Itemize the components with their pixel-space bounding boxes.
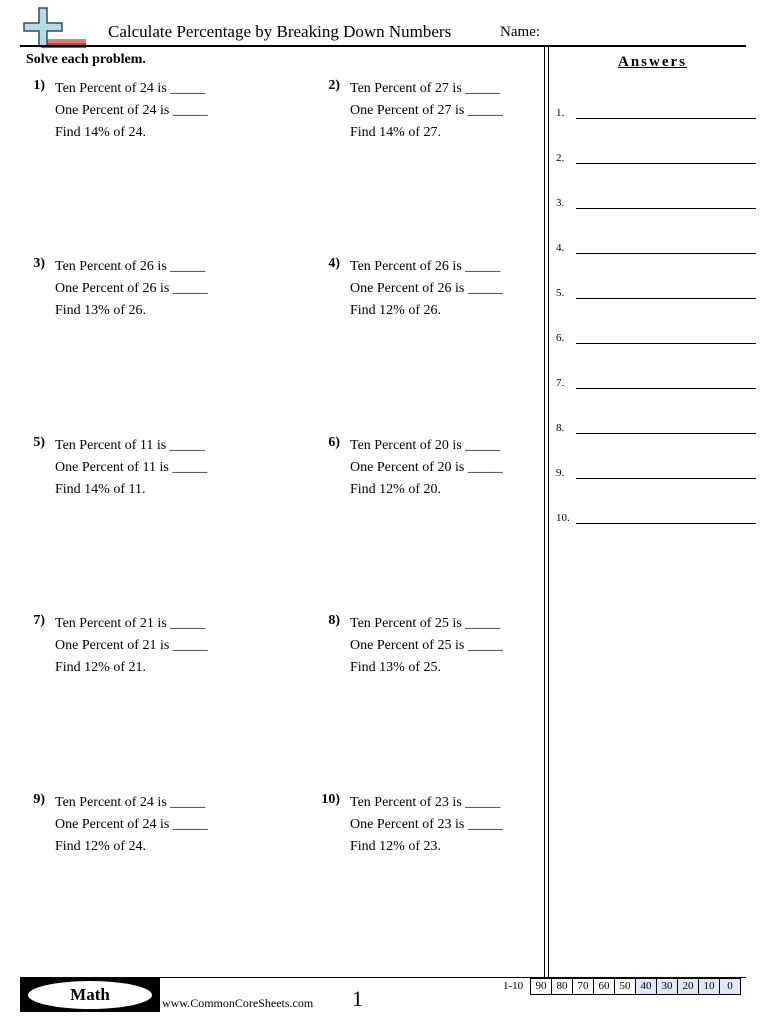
problem-line: Ten Percent of 23 is _____ [350,795,501,810]
answer-row-3 [556,189,756,209]
answer-row-1 [556,99,756,119]
problem-number: 10) [321,792,340,807]
problem-line: Find 12% of 23. [350,839,441,854]
score-range-label: 1-10 [503,980,524,992]
problem-7 [33,613,295,679]
problem-line: Ten Percent of 24 is _____ [55,81,206,96]
score-cell: 70 [572,978,594,995]
instructions: Solve each problem. [26,52,146,67]
website-link[interactable]: www.CommonCoreSheets.com [162,996,314,1010]
answer-row-7 [556,369,756,389]
answer-label: 4. [556,242,565,254]
problem-number: 1) [33,78,45,93]
answer-row-4 [556,234,756,254]
math-logo: Math [28,981,152,1009]
answer-label: 10. [556,512,570,524]
score-cell: 50 [614,978,636,995]
score-cell: 90 [530,978,552,995]
answer-blank[interactable] [576,208,756,209]
problem-line: Ten Percent of 25 is _____ [350,616,501,631]
answer-row-6 [556,324,756,344]
problem-line: Find 14% of 24. [55,125,146,140]
problem-3 [33,256,295,322]
problem-line: One Percent of 26 is _____ [350,281,503,296]
problem-6 [328,435,590,501]
problem-line: One Percent of 25 is _____ [350,638,503,653]
problem-number: 4) [328,256,340,271]
problem-line: Find 14% of 11. [55,482,146,497]
problem-line: One Percent of 24 is _____ [55,103,208,118]
problem-line: One Percent of 20 is _____ [350,460,503,475]
score-table [531,978,741,995]
problem-number: 3) [33,256,45,271]
score-cell: 80 [551,978,573,995]
answer-row-5 [556,279,756,299]
score-cell: 0 [719,978,741,995]
problem-line: One Percent of 23 is _____ [350,817,503,832]
problem-line: Ten Percent of 20 is _____ [350,438,501,453]
problem-line: Ten Percent of 24 is _____ [55,795,206,810]
problem-9 [33,792,295,858]
answer-blank[interactable] [576,253,756,254]
problem-4 [328,256,590,322]
answer-blank[interactable] [576,433,756,434]
answer-row-2 [556,144,756,164]
problem-number: 7) [33,613,45,628]
score-cell: 10 [698,978,720,995]
answer-label: 9. [556,467,565,479]
problem-line: Ten Percent of 26 is _____ [55,259,206,274]
answer-blank[interactable] [576,343,756,344]
problem-line: Find 12% of 20. [350,482,441,497]
problem-line: One Percent of 27 is _____ [350,103,503,118]
answer-label: 7. [556,377,565,389]
name-label: Name: [500,24,540,40]
problem-line: One Percent of 26 is _____ [55,281,208,296]
header-divider [20,45,746,47]
answer-blank[interactable] [576,388,756,389]
problem-number: 5) [33,435,45,450]
answer-label: 8. [556,422,565,434]
problem-5 [33,435,295,501]
problem-8 [328,613,590,679]
answer-blank[interactable] [576,298,756,299]
problem-line: Find 12% of 24. [55,839,146,854]
answer-blank[interactable] [576,478,756,479]
answer-label: 1. [556,107,565,119]
problem-line: Find 14% of 27. [350,125,441,140]
answer-label: 6. [556,332,565,344]
plus-book-logo-icon [22,6,86,48]
worksheet-title: Calculate Percentage by Breaking Down Numbers [108,22,452,41]
problem-number: 8) [328,613,340,628]
problem-line: Find 12% of 26. [350,303,441,318]
problem-line: One Percent of 24 is _____ [55,817,208,832]
problem-line: One Percent of 11 is _____ [55,460,208,475]
answer-label: 3. [556,197,565,209]
answer-label: 2. [556,152,565,164]
page-number: 1 [352,986,363,1011]
answer-row-10 [556,504,756,524]
problem-line: Ten Percent of 27 is _____ [350,81,501,96]
score-cell: 30 [656,978,678,995]
problem-line: Find 12% of 21. [55,660,146,675]
answer-blank[interactable] [576,163,756,164]
answer-label: 5. [556,287,565,299]
problem-2 [328,78,590,144]
problem-line: Ten Percent of 11 is _____ [55,438,205,453]
problem-10 [321,792,590,858]
answers-heading: Answers [618,54,687,70]
problem-number: 6) [328,435,340,450]
problem-line: One Percent of 21 is _____ [55,638,208,653]
score-cell: 60 [593,978,615,995]
problem-line: Ten Percent of 21 is _____ [55,616,206,631]
problem-1 [33,78,295,144]
score-cell: 20 [677,978,699,995]
problem-line: Find 13% of 25. [350,660,441,675]
score-cell: 40 [635,978,657,995]
answer-blank[interactable] [576,523,756,524]
problem-number: 2) [328,78,340,93]
problem-number: 9) [33,792,45,807]
problem-line: Ten Percent of 26 is _____ [350,259,501,274]
answer-row-8 [556,414,756,434]
problem-line: Find 13% of 26. [55,303,146,318]
answer-blank[interactable] [576,118,756,119]
answer-row-9 [556,459,756,479]
